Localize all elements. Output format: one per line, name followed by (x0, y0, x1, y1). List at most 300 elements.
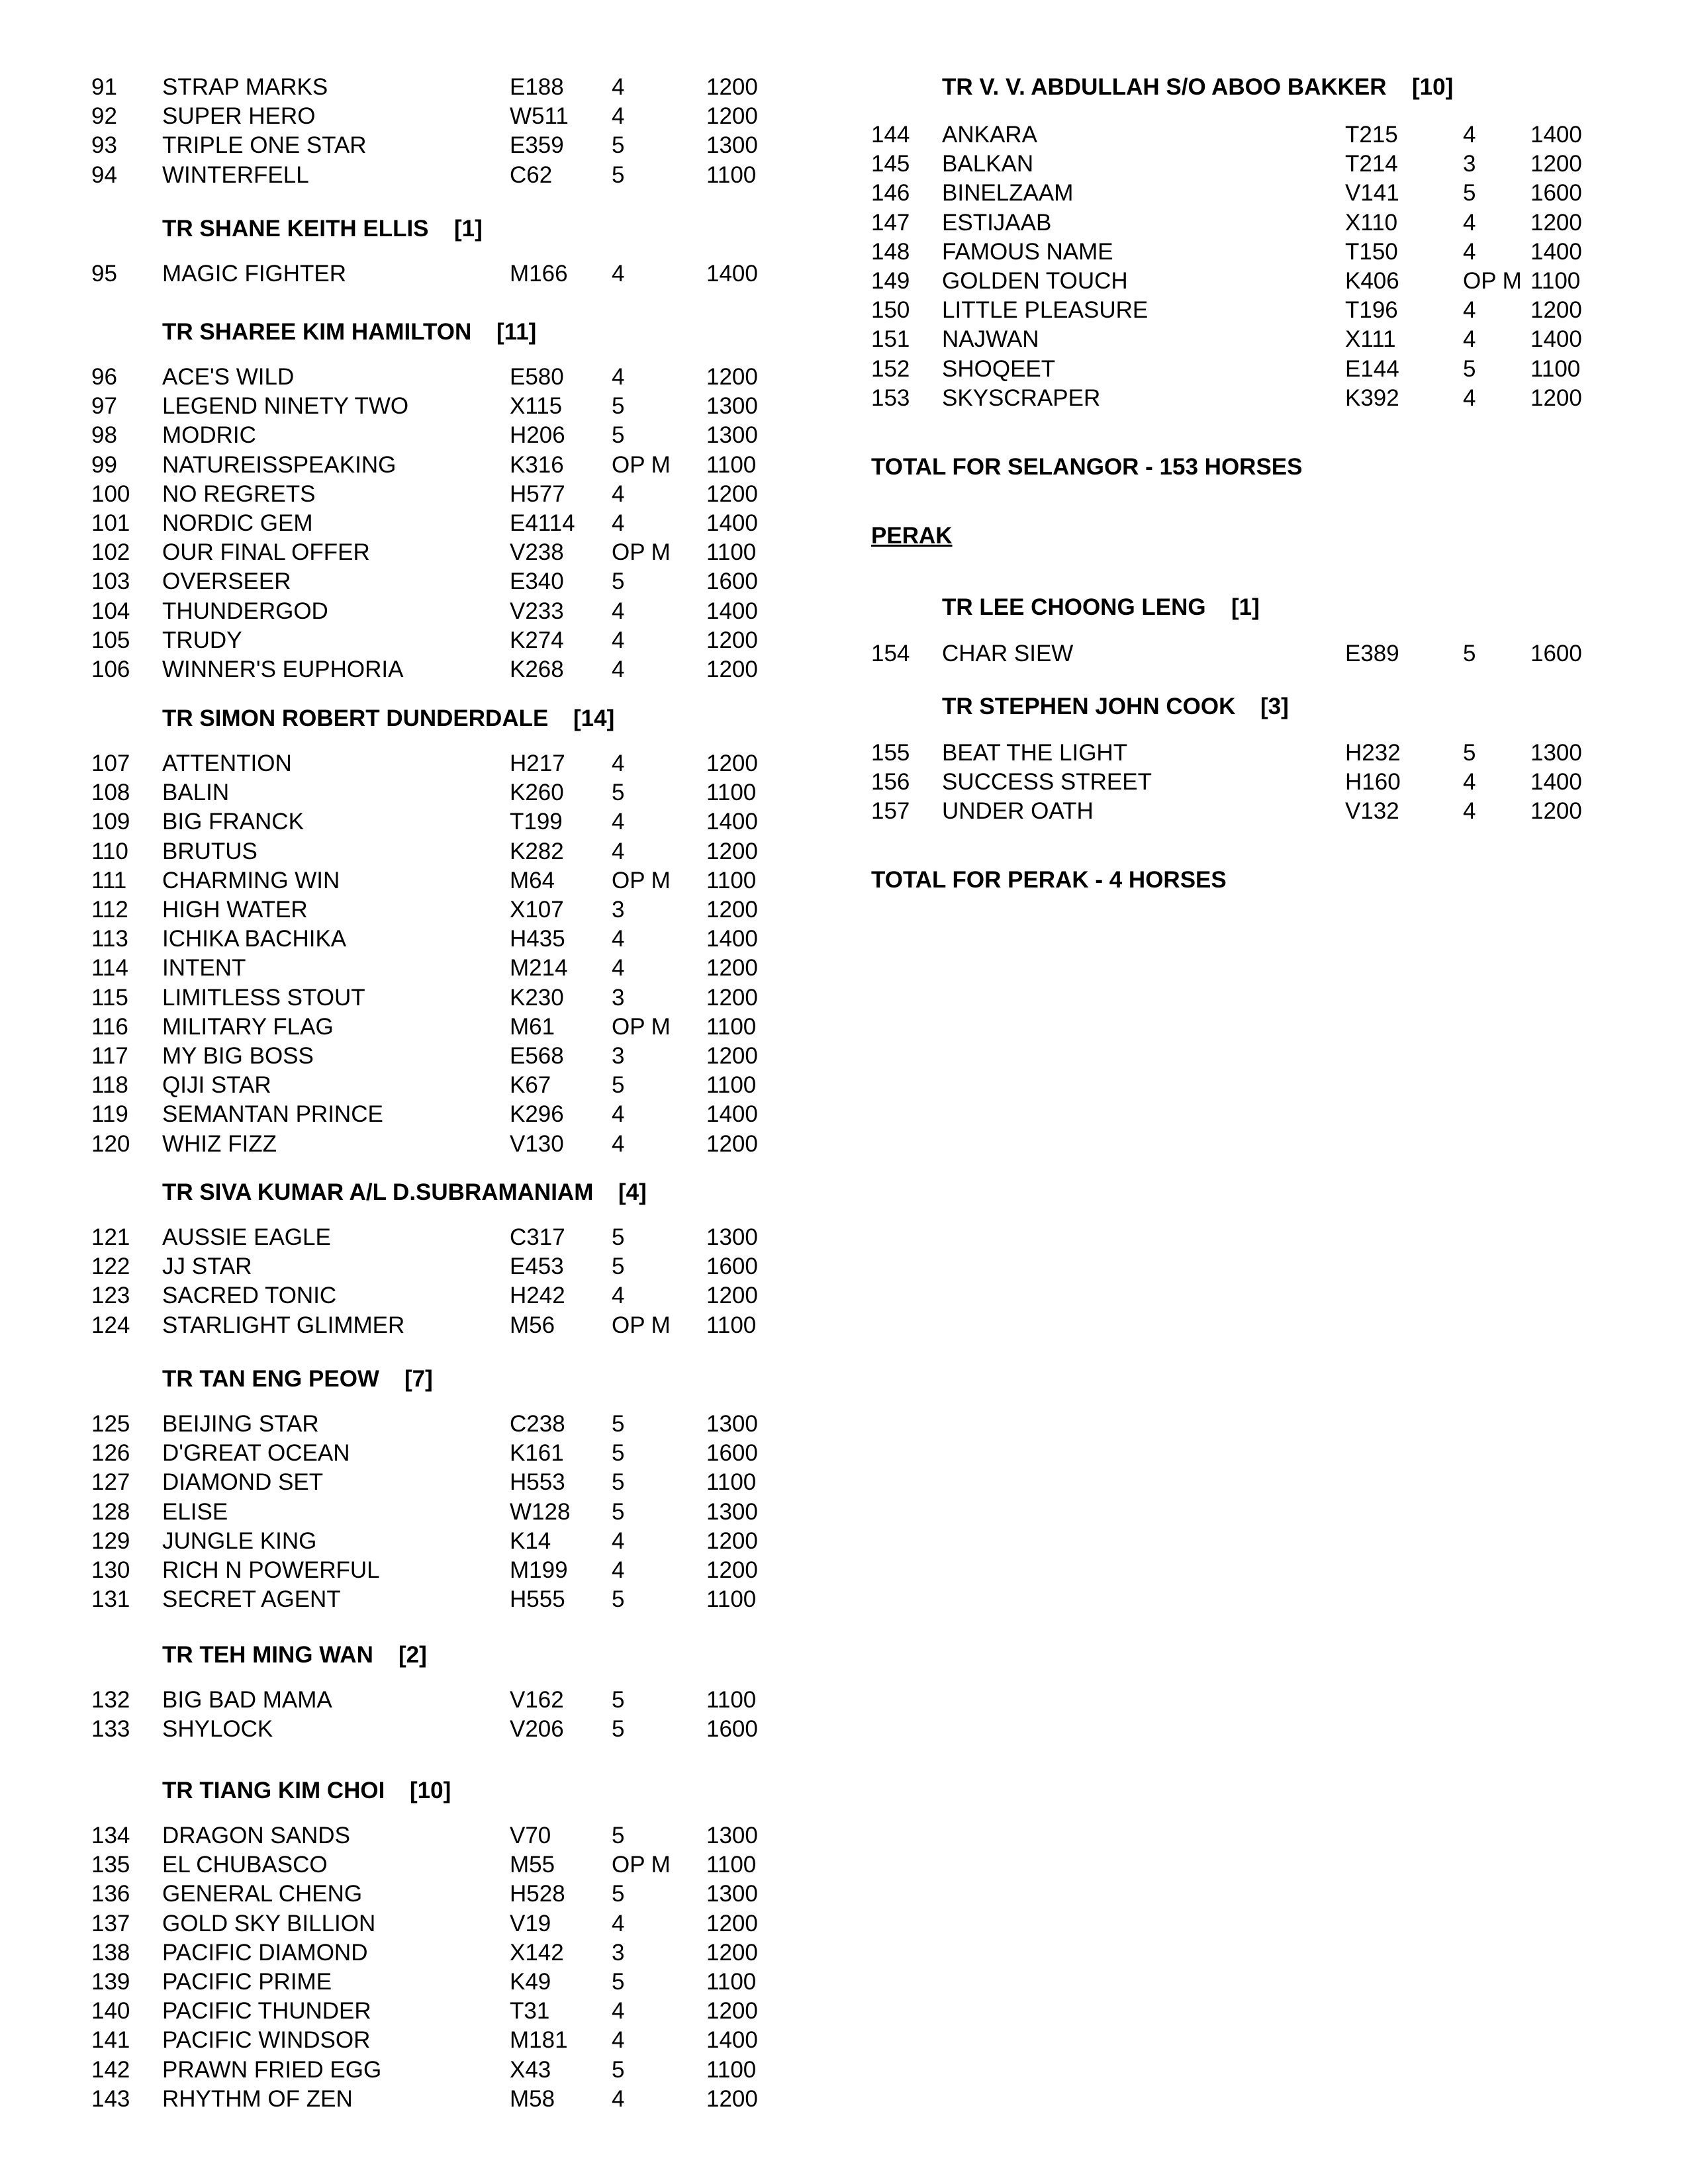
entry-number: 150 (871, 297, 910, 324)
rating-class: 4 (612, 1998, 625, 2025)
horse-code: T196 (1345, 297, 1398, 324)
total-selangor: TOTAL FOR SELANGOR - 153 HORSES (871, 454, 1303, 480)
distance: 1100 (706, 1072, 757, 1099)
distance: 1200 (1530, 385, 1582, 411)
horse-code: W511 (510, 103, 569, 130)
trainer-horse-count: [14] (573, 705, 615, 731)
horse-name: GOLDEN TOUCH (942, 268, 1128, 294)
horse-code: H577 (510, 480, 565, 507)
entry-number: 126 (91, 1440, 130, 1467)
entry-number: 110 (91, 838, 128, 864)
rating-class: 4 (612, 364, 625, 390)
horse-code: W128 (510, 1498, 571, 1525)
horse-code: X43 (510, 2056, 551, 2083)
distance: 1600 (706, 569, 758, 595)
rating-class: OP M (612, 1852, 671, 1878)
rating-class: 5 (612, 1411, 625, 1437)
trainer-horse-count: [1] (454, 216, 483, 242)
horse-code: T199 (510, 809, 563, 835)
entry-number: 121 (91, 1224, 130, 1250)
distance: 1300 (706, 1498, 758, 1525)
rating-class: 4 (1463, 122, 1476, 148)
right-2-trainer-heading (942, 593, 1260, 622)
rating-class: 4 (612, 1283, 625, 1309)
horse-name: NORDIC GEM (162, 510, 313, 536)
entry-number: 129 (91, 1527, 130, 1554)
horse-name: BEAT THE LIGHT (942, 740, 1128, 766)
horse-name: BEIJING STAR (162, 1411, 319, 1437)
distance: 1300 (706, 132, 758, 159)
rating-class: 5 (612, 2056, 625, 2083)
entry-number: 140 (91, 1998, 130, 2025)
entry-number: 138 (91, 1939, 130, 1966)
entry-number: 123 (91, 1283, 130, 1309)
horse-name: DRAGON SANDS (162, 1823, 350, 1848)
horse-code: T215 (1345, 122, 1398, 148)
horse-name: ANKARA (942, 122, 1037, 148)
horse-code: E188 (510, 74, 564, 100)
distance: 1400 (706, 598, 758, 624)
horse-code: X142 (510, 1939, 564, 1966)
entry-number: 151 (871, 326, 910, 353)
horse-code: X111 (1345, 326, 1396, 353)
distance: 1400 (706, 261, 758, 287)
entry-number: 153 (871, 385, 910, 411)
rating-class: 4 (1463, 769, 1476, 796)
entry-number: 142 (91, 2056, 130, 2083)
rating-class: 4 (612, 510, 625, 536)
horse-code: K67 (510, 1072, 551, 1099)
trainer-name: TR TAN ENG PEOW (162, 1366, 379, 1392)
distance: 1400 (706, 2027, 758, 2054)
horse-name: SACRED TONIC (162, 1283, 337, 1309)
rating-class: 4 (612, 480, 625, 507)
horse-name: BALIN (162, 780, 230, 806)
distance: 1200 (706, 838, 758, 864)
horse-code: H555 (510, 1586, 565, 1613)
distance: 1600 (706, 1253, 758, 1280)
horse-name: THUNDERGOD (162, 598, 328, 624)
rating-class: 4 (1463, 238, 1476, 265)
distance: 1400 (1530, 326, 1582, 353)
horse-name: OUR FINAL OFFER (162, 539, 370, 566)
horse-code: T31 (510, 1998, 550, 2025)
horse-code: V238 (510, 539, 564, 566)
distance: 1100 (706, 1852, 757, 1878)
distance: 1100 (706, 161, 757, 188)
entry-number: 103 (91, 569, 130, 595)
horse-name: LEGEND NINETY TWO (162, 393, 409, 420)
rating-class: 5 (1463, 641, 1476, 666)
horse-code: E389 (1345, 641, 1399, 666)
rating-class: 5 (612, 422, 625, 449)
entry-number: 127 (91, 1469, 130, 1496)
trainer-horse-count: [3] (1260, 694, 1289, 719)
horse-code: K316 (510, 451, 564, 478)
trainer-name: TR SHAREE KIM HAMILTON (162, 319, 472, 345)
rating-class: 5 (612, 1440, 625, 1467)
entry-number: 146 (871, 180, 910, 206)
horse-code: X110 (1345, 209, 1398, 236)
distance: 1200 (706, 364, 758, 390)
horse-code: M58 (510, 2085, 555, 2112)
horse-name: BALKAN (942, 151, 1034, 177)
distance: 1600 (1530, 641, 1582, 666)
rating-class: 4 (612, 1557, 625, 1583)
trainer-name: TR LEE CHOONG LENG (942, 594, 1206, 620)
horse-name: LIMITLESS STOUT (162, 984, 365, 1011)
horse-code: H553 (510, 1469, 565, 1496)
entry-number: 115 (91, 984, 128, 1011)
horse-name: SECRET AGENT (162, 1586, 341, 1613)
entry-number: 109 (91, 809, 130, 835)
entry-number: 152 (871, 355, 910, 382)
horse-name: DIAMOND SET (162, 1469, 324, 1496)
rating-class: 5 (612, 393, 625, 420)
horse-code: C238 (510, 1411, 565, 1437)
entry-number: 124 (91, 1312, 130, 1338)
horse-name: WHIZ FIZZ (162, 1130, 277, 1157)
rating-class: 4 (612, 627, 625, 653)
section-2-trainer-heading (162, 318, 537, 347)
entry-number: 145 (871, 151, 910, 177)
trainer-horse-count: [10] (1412, 74, 1454, 100)
rating-class: OP M (612, 1312, 671, 1338)
horse-code: E4114 (510, 510, 575, 536)
entry-number: 148 (871, 238, 910, 265)
rating-class: 3 (612, 1043, 625, 1069)
distance: 1400 (706, 926, 758, 952)
horse-name: PACIFIC THUNDER (162, 1998, 371, 2025)
distance: 1300 (706, 1411, 758, 1437)
rating-class: 5 (612, 569, 625, 595)
horse-code: K49 (510, 1969, 551, 1995)
entry-number: 107 (91, 751, 130, 776)
horse-code: K161 (510, 1440, 564, 1467)
horse-code: K392 (1345, 385, 1399, 411)
entry-number: 131 (91, 1586, 130, 1613)
entry-number: 147 (871, 209, 910, 236)
section-4-trainer-heading (162, 1178, 647, 1207)
distance: 1100 (706, 1586, 757, 1613)
horse-code: M64 (510, 867, 555, 893)
horse-name: CHARMING WIN (162, 867, 340, 893)
horse-name: MY BIG BOSS (162, 1043, 314, 1069)
rating-class: 4 (1463, 209, 1476, 236)
distance: 1200 (706, 897, 758, 923)
horse-code: M199 (510, 1557, 568, 1583)
rating-class: 3 (612, 984, 625, 1011)
distance: 1100 (706, 1312, 757, 1338)
rating-class: 3 (612, 897, 625, 923)
horse-name: SEMANTAN PRINCE (162, 1101, 383, 1128)
entry-number: 113 (91, 926, 128, 952)
horse-code: T214 (1345, 151, 1398, 177)
horse-name: HIGH WATER (162, 897, 308, 923)
horse-code: H435 (510, 926, 565, 952)
entry-number: 122 (91, 1253, 130, 1280)
distance: 1100 (706, 1469, 757, 1496)
rating-class: 4 (1463, 798, 1476, 825)
horse-code: K274 (510, 627, 564, 653)
distance: 1200 (706, 1910, 758, 1936)
rating-class: 5 (1463, 740, 1476, 766)
rating-class: 5 (1463, 355, 1476, 382)
horse-code: E144 (1345, 355, 1399, 382)
rating-class: 4 (612, 1101, 625, 1128)
rating-class: 4 (612, 1130, 625, 1157)
horse-name: BRUTUS (162, 838, 258, 864)
horse-name: NO REGRETS (162, 480, 316, 507)
entry-number: 157 (871, 798, 910, 825)
horse-name: PRAWN FRIED EGG (162, 2056, 382, 2083)
rating-class: 3 (612, 1939, 625, 1966)
rating-class: 5 (612, 780, 625, 806)
horse-name: ESTIJAAB (942, 209, 1052, 236)
horse-name: PACIFIC DIAMOND (162, 1939, 368, 1966)
rating-class: 4 (612, 1910, 625, 1936)
horse-code: C62 (510, 161, 553, 188)
horse-name: INTENT (162, 955, 246, 981)
rating-class: OP M (612, 1013, 671, 1040)
distance: 1400 (706, 1101, 758, 1128)
rating-class: 4 (612, 2027, 625, 2054)
horse-name: NAJWAN (942, 326, 1039, 353)
distance: 1100 (706, 867, 757, 893)
entry-number: 99 (91, 451, 117, 478)
trainer-horse-count: [7] (404, 1366, 433, 1392)
horse-name: LITTLE PLEASURE (942, 297, 1149, 324)
horse-code: V19 (510, 1910, 551, 1936)
distance: 1200 (706, 480, 758, 507)
entry-number: 120 (91, 1130, 130, 1157)
horse-code: V206 (510, 1716, 564, 1743)
entry-number: 96 (91, 364, 117, 390)
horse-name: BIG BAD MAMA (162, 1687, 332, 1713)
horse-name: AUSSIE EAGLE (162, 1224, 331, 1250)
rating-class: 4 (1463, 385, 1476, 411)
distance: 1400 (706, 510, 758, 536)
horse-name: SUPER HERO (162, 103, 316, 130)
rating-class: 4 (1463, 297, 1476, 324)
entry-number: 141 (91, 2027, 130, 2054)
horse-code: V162 (510, 1687, 564, 1713)
distance: 1400 (1530, 769, 1582, 796)
horse-name: PACIFIC PRIME (162, 1969, 332, 1995)
entry-number: 125 (91, 1411, 130, 1437)
distance: 1100 (706, 2056, 757, 2083)
horse-code: H528 (510, 1881, 565, 1907)
trainer-name: TR SHANE KEITH ELLIS (162, 216, 429, 242)
section-7-trainer-heading (162, 1776, 451, 1805)
rating-class: 5 (612, 161, 625, 188)
rating-class: 4 (612, 2085, 625, 2112)
horse-code: H206 (510, 422, 565, 449)
horse-code: V141 (1345, 180, 1399, 206)
entry-number: 94 (91, 161, 117, 188)
horse-name: GENERAL CHENG (162, 1881, 363, 1907)
horse-code: K296 (510, 1101, 564, 1128)
rating-class: 4 (612, 1527, 625, 1554)
horse-name: CHAR SIEW (942, 641, 1074, 666)
entry-number: 136 (91, 1881, 130, 1907)
horse-code: M166 (510, 261, 568, 287)
distance: 1100 (706, 451, 757, 478)
horse-code: H160 (1345, 769, 1401, 796)
horse-code: K14 (510, 1527, 551, 1554)
entry-number: 100 (91, 480, 130, 507)
horse-code: E580 (510, 364, 564, 390)
horse-name: EL CHUBASCO (162, 1852, 328, 1878)
horse-name: SKYSCRAPER (942, 385, 1101, 411)
distance: 1300 (706, 1881, 758, 1907)
entry-number: 143 (91, 2085, 130, 2112)
horse-code: E359 (510, 132, 564, 159)
distance: 1200 (706, 1130, 758, 1157)
entry-number: 133 (91, 1716, 130, 1743)
horse-code: E568 (510, 1043, 564, 1069)
horse-code: V70 (510, 1823, 551, 1848)
horse-name: QIJI STAR (162, 1072, 271, 1099)
entry-number: 112 (91, 897, 128, 923)
trainer-name: TR STEPHEN JOHN COOK (942, 694, 1236, 719)
distance: 1200 (706, 984, 758, 1011)
trainer-horse-count: [2] (399, 1642, 427, 1668)
section-1-trainer-heading (162, 214, 483, 244)
horse-name: STRAP MARKS (162, 74, 328, 100)
distance: 1300 (1530, 740, 1582, 766)
horse-name: TRUDY (162, 627, 242, 653)
rating-class: 4 (612, 838, 625, 864)
distance: 1200 (706, 1527, 758, 1554)
distance: 1300 (706, 1224, 758, 1250)
horse-code: H242 (510, 1283, 565, 1309)
rating-class: 4 (612, 926, 625, 952)
horse-name: SHYLOCK (162, 1716, 273, 1743)
distance: 1200 (706, 751, 758, 776)
rating-class: 4 (612, 955, 625, 981)
distance: 1200 (1530, 209, 1582, 236)
rating-class: 5 (612, 1498, 625, 1525)
trainer-name: TR TEH MING WAN (162, 1642, 373, 1668)
rating-class: 3 (1463, 151, 1476, 177)
distance: 1200 (706, 955, 758, 981)
horse-code: T150 (1345, 238, 1398, 265)
trainer-horse-count: [4] (618, 1179, 647, 1205)
rating-class: 5 (1463, 180, 1476, 206)
distance: 1200 (706, 657, 758, 682)
entry-number: 128 (91, 1498, 130, 1525)
horse-name: RICH N POWERFUL (162, 1557, 380, 1583)
rating-class: 5 (612, 1586, 625, 1613)
entry-number: 91 (91, 74, 117, 100)
horse-code: H217 (510, 751, 565, 776)
horse-name: STARLIGHT GLIMMER (162, 1312, 405, 1338)
entry-number: 97 (91, 393, 117, 420)
horse-name: GOLD SKY BILLION (162, 1910, 376, 1936)
horse-name: D'GREAT OCEAN (162, 1440, 350, 1467)
entry-number: 98 (91, 422, 117, 449)
entry-number: 144 (871, 122, 910, 148)
horse-name: WINNER'S EUPHORIA (162, 657, 404, 682)
distance: 1400 (1530, 238, 1582, 265)
horse-name: ICHIKA BACHIKA (162, 926, 347, 952)
entry-number: 106 (91, 657, 130, 682)
horse-name: WINTERFELL (162, 161, 309, 188)
rating-class: 4 (1463, 326, 1476, 353)
rating-class: 5 (612, 132, 625, 159)
entry-number: 92 (91, 103, 117, 130)
entry-number: 119 (91, 1101, 128, 1128)
distance: 1600 (706, 1716, 758, 1743)
horse-code: K260 (510, 780, 564, 806)
trainer-horse-count: [11] (496, 319, 537, 345)
horse-code: M214 (510, 955, 568, 981)
entry-number: 134 (91, 1823, 130, 1848)
distance: 1100 (1530, 355, 1581, 382)
horse-name: SHOQEET (942, 355, 1056, 382)
horse-name: TRIPLE ONE STAR (162, 132, 367, 159)
distance: 1100 (706, 1969, 757, 1995)
horse-code: M61 (510, 1013, 555, 1040)
distance: 1600 (1530, 180, 1582, 206)
distance: 1200 (706, 1283, 758, 1309)
horse-name: MODRIC (162, 422, 256, 449)
rating-class: 4 (612, 103, 625, 130)
rating-class: OP M (612, 539, 671, 566)
section-3-trainer-heading (162, 704, 615, 733)
distance: 1200 (706, 103, 758, 130)
entry-number: 105 (91, 627, 130, 653)
distance: 1200 (1530, 297, 1582, 324)
entry-number: 111 (91, 867, 127, 893)
horse-code: M56 (510, 1312, 555, 1338)
entry-number: 114 (91, 955, 128, 981)
horse-code: K268 (510, 657, 564, 682)
distance: 1300 (706, 422, 758, 449)
distance: 1100 (706, 1687, 757, 1713)
rating-class: 5 (612, 1716, 625, 1743)
entry-number: 101 (91, 510, 130, 536)
rating-class: 5 (612, 1253, 625, 1280)
distance: 1200 (706, 1557, 758, 1583)
horse-name: JJ STAR (162, 1253, 252, 1280)
distance: 1200 (706, 1043, 758, 1069)
trainer-horse-count: [1] (1231, 594, 1260, 620)
rating-class: 4 (612, 751, 625, 776)
horse-name: ACE'S WILD (162, 364, 295, 390)
distance: 1100 (706, 539, 757, 566)
entry-number: 139 (91, 1969, 130, 1995)
entry-number: 104 (91, 598, 130, 624)
horse-code: K230 (510, 984, 564, 1011)
distance: 1300 (706, 393, 758, 420)
rating-class: 5 (612, 1881, 625, 1907)
horse-code: H232 (1345, 740, 1401, 766)
trainer-horse-count: [10] (410, 1778, 451, 1803)
entry-number: 108 (91, 780, 130, 806)
entry-number: 156 (871, 769, 910, 796)
rating-class: 5 (612, 1687, 625, 1713)
distance: 1400 (706, 809, 758, 835)
entry-number: 117 (91, 1043, 128, 1069)
rating-class: OP M (612, 867, 671, 893)
entry-number: 137 (91, 1910, 130, 1936)
rating-class: 4 (612, 657, 625, 682)
right-3-trainer-heading (942, 692, 1289, 721)
horse-name: MILITARY FLAG (162, 1013, 334, 1040)
entry-number: 135 (91, 1852, 130, 1878)
